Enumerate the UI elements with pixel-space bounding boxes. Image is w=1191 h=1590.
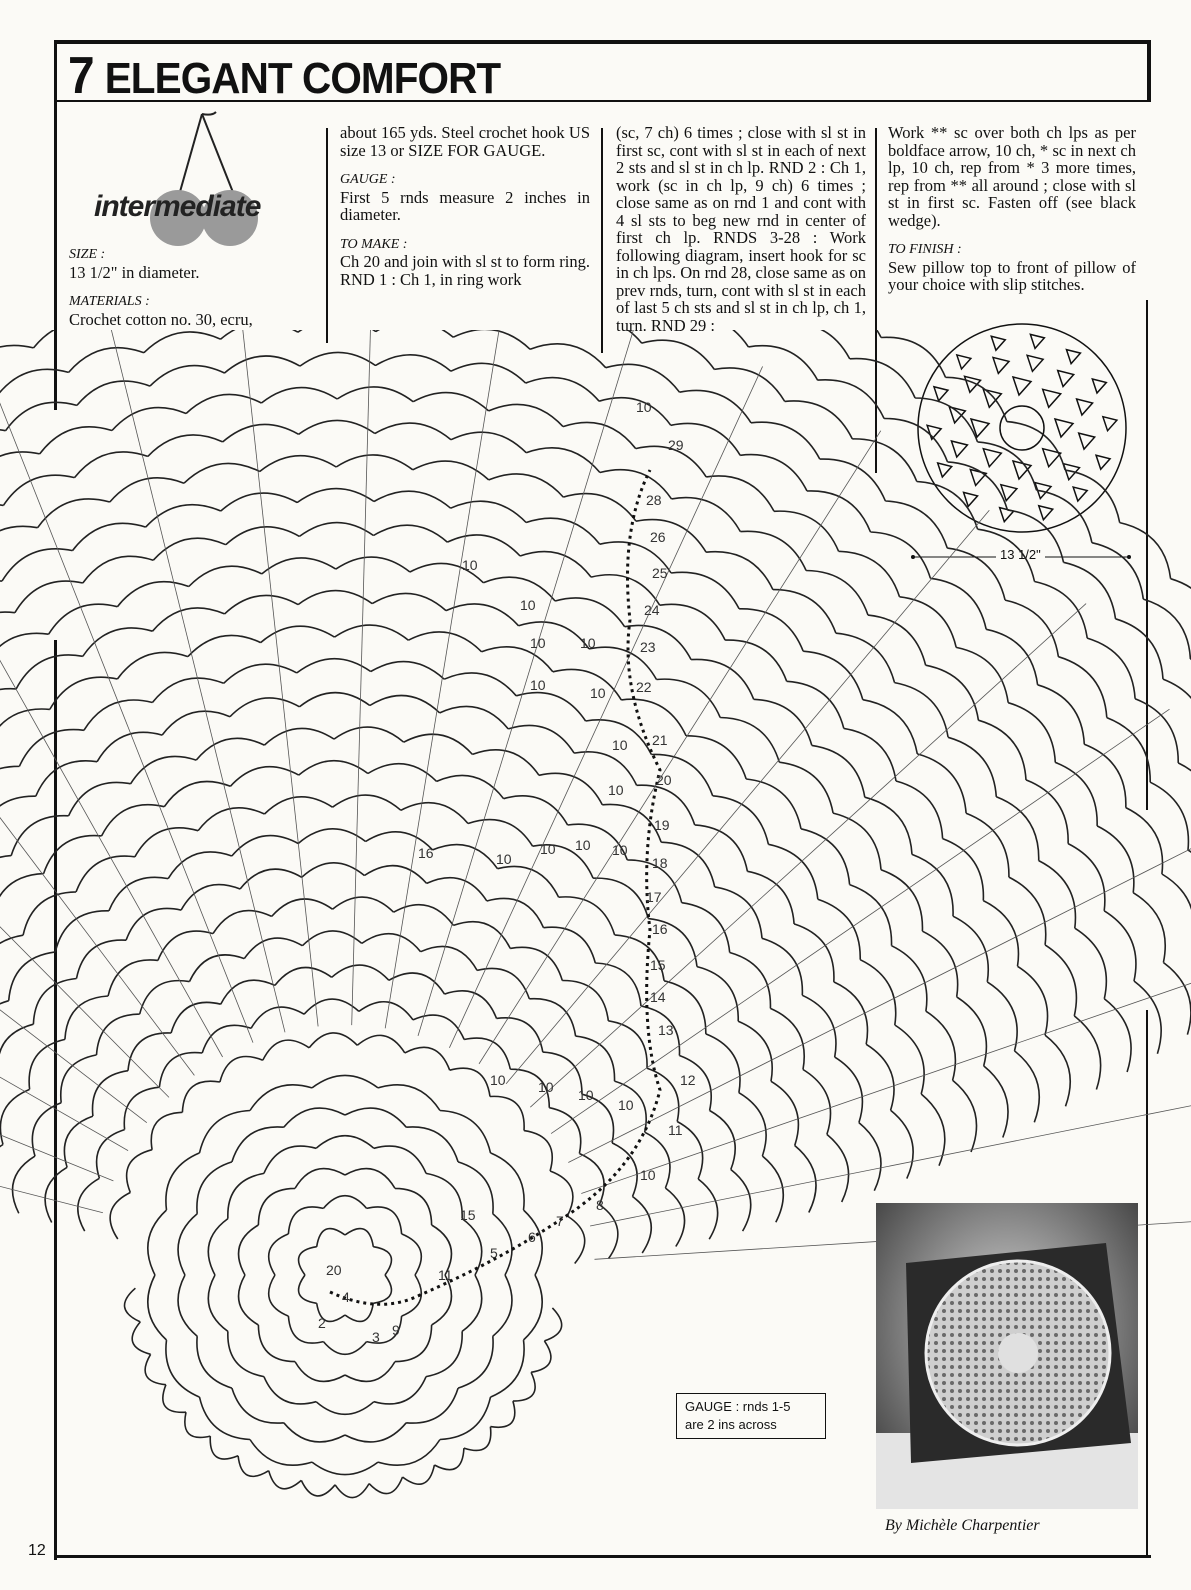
round-label: 5 — [490, 1245, 498, 1261]
to-finish-label: TO FINISH : — [888, 242, 962, 257]
round-label: 10 — [640, 1167, 656, 1183]
round-label: 10 — [538, 1079, 554, 1095]
round-label: 10 — [578, 1087, 594, 1103]
round-label: 16 — [652, 921, 668, 937]
gauge-note-line: GAUGE : rnds 1-5 — [685, 1399, 791, 1414]
column-4 — [888, 124, 1136, 294]
round-label: 17 — [646, 889, 662, 905]
pattern-number: 7 — [68, 47, 94, 105]
round-label: 10 — [530, 635, 546, 651]
round-label: 3 — [372, 1329, 380, 1345]
round-label: 10 — [520, 597, 536, 613]
round-label: 10 — [580, 635, 596, 651]
round-label: 26 — [650, 529, 666, 545]
page-title — [68, 46, 500, 106]
difficulty-badge: intermediate — [94, 190, 261, 223]
cherry-badge-icon — [80, 110, 310, 250]
round-label: 15 — [460, 1207, 476, 1223]
round-label: 10 — [636, 399, 652, 415]
materials-cont: about 165 yds. Steel crochet hook US size 13 or SIZE FOR GAUGE. — [340, 123, 590, 160]
pattern-title: ELEGANT COMFORT — [104, 54, 501, 103]
round-label: 9 — [392, 1322, 400, 1338]
column-divider — [601, 128, 603, 353]
round-label: 24 — [644, 602, 660, 618]
round-label: 22 — [636, 679, 652, 695]
gauge-note-line: are 2 ins across — [685, 1417, 777, 1432]
to-make-text: Ch 20 and join with sl st to form ring. RND 1 : Ch 1, in ring work — [340, 252, 590, 289]
to-finish-text: Sew pillow top to front of pillow of your choice with slip stitches. — [888, 257, 1136, 294]
page-number: 12 — [28, 1542, 46, 1559]
round-label: 28 — [646, 492, 662, 508]
round-label: 6 — [528, 1229, 536, 1245]
round-label: 10 — [540, 841, 556, 857]
round-label: 10 — [530, 677, 546, 693]
round-label: 11 — [438, 1267, 453, 1283]
round-label: 10 — [618, 1097, 634, 1113]
round-29-text: Work ** sc over both ch lps as per boldface arrow, 10 ch, * sc in next ch lp, 10 ch, rep from * 3 more times, rep from ** all around ; close with sl st in first sc. Fasten off (see black wedge). — [888, 123, 1136, 230]
top-rule — [54, 40, 1151, 44]
round-label: 10 — [462, 557, 478, 573]
column-3 — [616, 124, 866, 334]
round-label: 11 — [668, 1122, 683, 1138]
gauge-text: First 5 rnds measure 2 inches in diameter. — [340, 187, 590, 224]
round-label: 4 — [342, 1289, 350, 1305]
round-label: 10 — [496, 851, 512, 867]
round-label: 19 — [654, 817, 670, 833]
round-label: 10 — [575, 837, 591, 853]
round-label: 20 — [656, 772, 672, 788]
round-label: 10 — [590, 685, 606, 701]
round-label: 13 — [658, 1022, 674, 1038]
materials-label: MATERIALS : — [69, 294, 150, 309]
title-right-rule — [1147, 40, 1151, 102]
round-label: 29 — [668, 437, 684, 453]
gauge-note-box — [676, 1393, 826, 1439]
round-label: 12 — [680, 1072, 696, 1088]
round-label: 16 — [418, 845, 434, 861]
column-divider — [326, 128, 328, 343]
designer-credit: By Michèle Charpentier — [885, 1517, 1040, 1534]
round-label: 10 — [490, 1072, 506, 1088]
round-label: 15 — [650, 957, 666, 973]
round-label: 10 — [612, 842, 628, 858]
to-make-label: TO MAKE : — [340, 236, 408, 252]
rounds-text: (sc, 7 ch) 6 times ; close with sl st in first sc, cont with sl st in each of next 2 sts and sl st in ch lp. RND 2 : Ch 1, work (sc in ch lp, 9 ch) 6 times ; close same as on rnd 1 and cont with 4 sl sts to beg new rnd in center of first ch lp. RNDS 3-28 : Work following diagram, insert hook for sc in ch lps. On rnd 28, close same as on prev rnds, turn, cont with sl st in each of last 5 ch sts and sl st in ch lp, ch 1, turn. RND 29 : — [616, 123, 866, 335]
round-label: 10 — [608, 782, 624, 798]
round-label: 18 — [652, 855, 668, 871]
column-2 — [340, 124, 590, 288]
dimension-label: 13 1/2" — [996, 547, 1045, 562]
round-label: 7 — [556, 1213, 564, 1229]
round-label: 14 — [650, 989, 666, 1005]
round-label: 21 — [652, 732, 668, 748]
materials-text: Crochet cotton no. 30, ecru, — [69, 309, 253, 329]
round-label: 25 — [652, 565, 668, 581]
size-label: SIZE : — [69, 247, 106, 262]
gauge-label: GAUGE : — [340, 172, 396, 187]
round-label: 10 — [612, 737, 628, 753]
pillow-photo — [876, 1203, 1138, 1509]
round-label: 2 — [318, 1315, 326, 1331]
size-text: 13 1/2" in diameter. — [69, 262, 200, 282]
column-1 — [69, 246, 315, 328]
round-label: 23 — [640, 639, 656, 655]
round-label: 8 — [596, 1197, 604, 1213]
round-label: 20 — [326, 1262, 342, 1278]
